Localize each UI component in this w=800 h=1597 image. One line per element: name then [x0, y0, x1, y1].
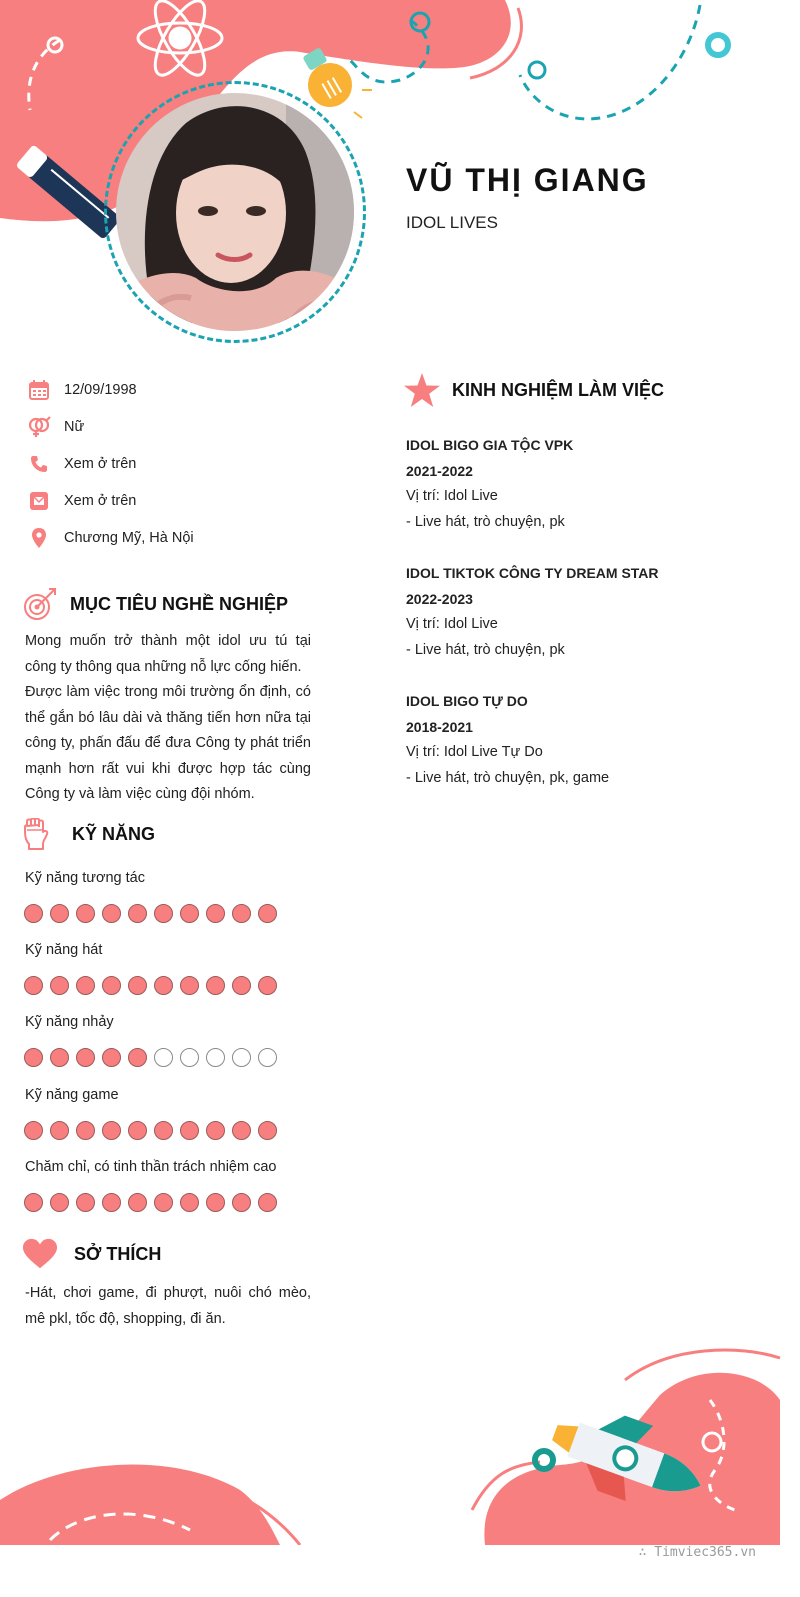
- experience-position: Vị trí: Idol Live: [406, 488, 498, 504]
- skill-dot-filled: [102, 904, 121, 923]
- skill-dot-filled: [128, 904, 147, 923]
- skill-dot-filled: [50, 1193, 69, 1212]
- heart-icon: [22, 1236, 58, 1272]
- experience-item: [406, 561, 776, 663]
- contact-address: [26, 525, 194, 551]
- skill-dot-filled: [206, 976, 225, 995]
- skill-label: Chăm chỉ, có tinh thần trách nhiệm cao: [25, 1159, 277, 1175]
- experience-position: Vị trí: Idol Live: [406, 616, 498, 632]
- skill-rating: [24, 1121, 277, 1140]
- skill-dot-filled: [24, 904, 43, 923]
- skill-dot-filled: [180, 904, 199, 923]
- skill-dot-filled: [50, 1048, 69, 1067]
- skill-dot-filled: [154, 1121, 173, 1140]
- skill-label: Kỹ năng game: [25, 1087, 119, 1103]
- experience-title: KINH NGHIỆM LÀM VIỆC: [452, 379, 665, 400]
- skill-dot-filled: [76, 904, 95, 923]
- skill-dot-filled: [258, 904, 277, 923]
- avatar: [116, 93, 354, 331]
- skill-dot-filled: [24, 1048, 43, 1067]
- skill-dot-filled: [76, 1121, 95, 1140]
- star-icon: [404, 372, 440, 408]
- skill-dot-filled: [206, 1121, 225, 1140]
- skill-dot-filled: [24, 1121, 43, 1140]
- skill-dot-filled: [128, 976, 147, 995]
- skill-dot-filled: [180, 1193, 199, 1212]
- experience-company: IDOL BIGO GIA TỘC VPK: [406, 437, 574, 453]
- skill-rating: [24, 904, 277, 923]
- skill-dot-filled: [50, 976, 69, 995]
- email-value: Xem ở trên: [64, 493, 137, 509]
- experience-description: - Live hát, trò chuyện, pk: [406, 513, 565, 530]
- skill-dot-filled: [154, 976, 173, 995]
- skill-dot-filled: [232, 1121, 251, 1140]
- skill-label: Kỹ năng tương tác: [25, 870, 145, 886]
- contact-gender: [26, 414, 84, 440]
- fist-icon: [18, 816, 54, 852]
- skill-dot-filled: [180, 976, 199, 995]
- experience-period: 2021-2022: [406, 462, 473, 479]
- objective-paragraph-1: Mong muốn trở thành một idol ưu tú tại công ty thông qua những nỗ lực cống hiến.: [25, 633, 311, 675]
- experience-period: 2018-2021: [406, 718, 473, 735]
- birthday-value: 12/09/1998: [64, 382, 137, 398]
- footer-decoration: [0, 1340, 800, 1545]
- contact-phone: [26, 451, 136, 477]
- hobbies-heading: [22, 1236, 161, 1272]
- skill-dot-filled: [180, 1121, 199, 1140]
- experience-company: IDOL TIKTOK CÔNG TY DREAM STAR: [406, 565, 659, 581]
- skill-dot-filled: [50, 904, 69, 923]
- contact-birthday: [26, 377, 137, 403]
- gender-icon: [26, 414, 52, 440]
- address-value: Chương Mỹ, Hà Nội: [64, 530, 194, 546]
- skill-dot-filled: [206, 904, 225, 923]
- skill-dot-filled: [24, 976, 43, 995]
- skill-dot-empty: [180, 1048, 199, 1067]
- watermark: ∴ Timviec365.vn: [638, 1545, 756, 1560]
- skill-dot-filled: [258, 1121, 277, 1140]
- skill-dot-filled: [50, 1121, 69, 1140]
- skills-heading: [18, 816, 155, 852]
- skill-dot-filled: [76, 1193, 95, 1212]
- skill-dot-filled: [258, 1193, 277, 1212]
- skill-dot-empty: [206, 1048, 225, 1067]
- skill-dot-filled: [258, 976, 277, 995]
- skill-label: Kỹ năng hát: [25, 942, 103, 958]
- contact-email: [26, 488, 136, 514]
- calendar-icon: [26, 377, 52, 403]
- phone-value: Xem ở trên: [64, 456, 137, 472]
- job-title: IDOL LIVES: [406, 213, 498, 232]
- skills-title: KỸ NĂNG: [72, 823, 156, 844]
- skill-dot-filled: [24, 1193, 43, 1212]
- target-icon: [22, 586, 58, 622]
- hobbies-title: SỞ THÍCH: [74, 1243, 162, 1264]
- skill-dot-filled: [128, 1193, 147, 1212]
- experience-position: Vị trí: Idol Live Tự Do: [406, 744, 543, 760]
- skill-label: Kỹ năng nhảy: [25, 1014, 114, 1030]
- phone-icon: [26, 451, 52, 477]
- objective-text: [25, 629, 311, 808]
- experience-period: 2022-2023: [406, 590, 473, 607]
- skill-dot-filled: [102, 1121, 121, 1140]
- skill-rating: [24, 976, 277, 995]
- email-icon: [26, 488, 52, 514]
- skill-dot-filled: [232, 904, 251, 923]
- skill-dot-filled: [128, 1121, 147, 1140]
- experience-company: IDOL BIGO TỰ DO: [406, 693, 528, 709]
- skill-dot-filled: [102, 1193, 121, 1212]
- skill-dot-empty: [232, 1048, 251, 1067]
- candidate-name: VŨ THỊ GIANG: [406, 162, 649, 198]
- skill-dot-filled: [76, 1048, 95, 1067]
- experience-description: - Live hát, trò chuyện, pk, game: [406, 769, 610, 786]
- experience-item: [406, 689, 776, 791]
- skill-dot-filled: [76, 976, 95, 995]
- skill-dot-filled: [102, 1048, 121, 1067]
- experience-heading: [404, 372, 664, 408]
- experience-description: - Live hát, trò chuyện, pk: [406, 641, 565, 658]
- skill-dot-filled: [154, 1193, 173, 1212]
- skill-dot-empty: [154, 1048, 173, 1067]
- objective-paragraph-2: Được làm việc trong môi trường ổn định, có thể gắn bó lâu dài và thăng tiến hơn nữa tại công ty, phấn đấu để đưa Công ty phát triển mạnh hơn rất vui khi được hợp tác cùng Công ty và làm việc cùng đội nhóm.: [25, 684, 311, 802]
- skill-dot-filled: [102, 976, 121, 995]
- hobbies-text: -Hát, chơi game, đi phượt, nuôi chó mèo, mê pkl, tốc độ, shopping, đi ăn.: [25, 1285, 311, 1327]
- objective-title: MỤC TIÊU NGHỀ NGHIỆP: [70, 593, 289, 614]
- gender-value: Nữ: [64, 419, 85, 435]
- skill-dot-filled: [206, 1193, 225, 1212]
- location-icon: [26, 525, 52, 551]
- skill-dot-filled: [128, 1048, 147, 1067]
- objective-heading: [22, 586, 288, 622]
- skill-dot-filled: [232, 976, 251, 995]
- skill-dot-empty: [258, 1048, 277, 1067]
- skill-dot-filled: [232, 1193, 251, 1212]
- skill-rating: [24, 1193, 277, 1212]
- experience-item: [406, 433, 776, 535]
- skill-dot-filled: [154, 904, 173, 923]
- skill-rating: [24, 1048, 277, 1067]
